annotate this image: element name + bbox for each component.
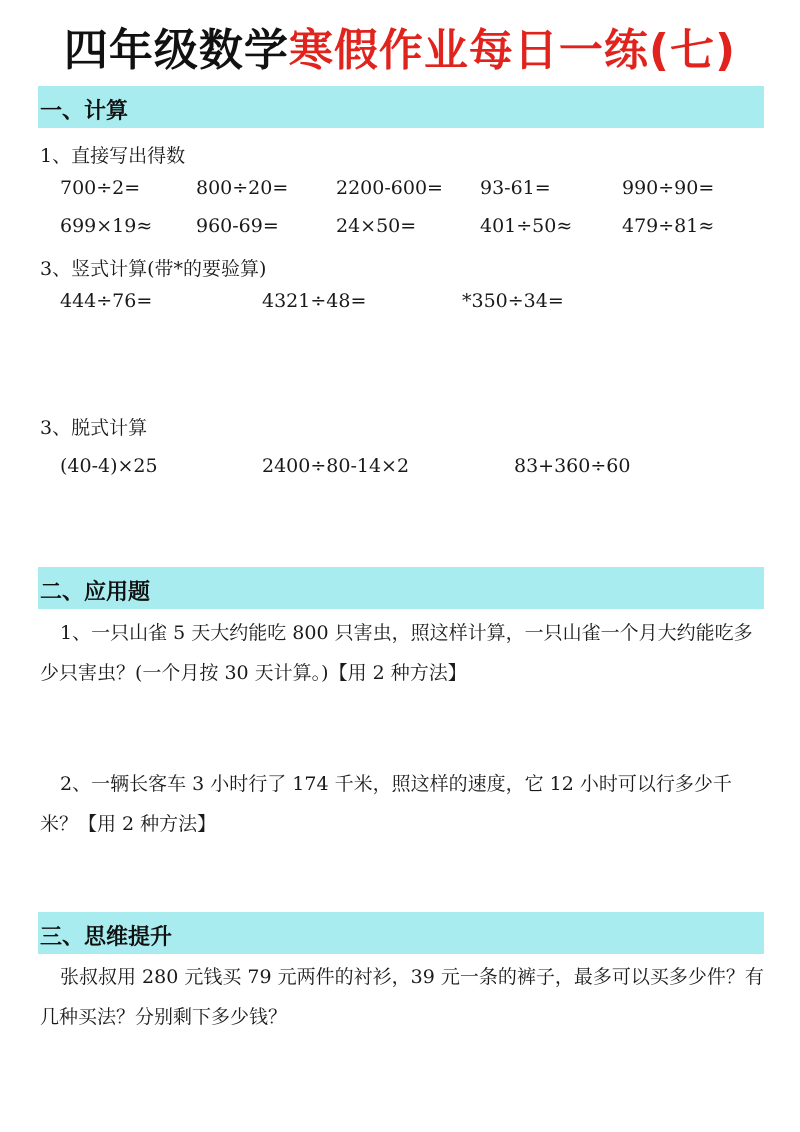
direct-expr: 960-69= xyxy=(196,215,279,237)
direct-expr: 479÷81≈ xyxy=(622,215,715,237)
thinking-question: 张叔叔用 280 元钱买 79 元两件的衬衫，39 元一条的裤子，最多可以买多少件？有几种买法？分别剩下多少钱？ xyxy=(40,966,764,1028)
direct-expr: 699×19≈ xyxy=(60,215,153,237)
direct-calc-label: 1、直接写出得数 xyxy=(40,145,186,167)
page-title xyxy=(0,14,800,78)
direct-expr: 2200-600= xyxy=(336,177,443,199)
direct-expr: 800÷20= xyxy=(196,177,289,199)
stepwise-calc-label: 3、脱式计算 xyxy=(40,417,148,439)
vertical-expr: *350÷34= xyxy=(462,290,564,312)
direct-expr: 24×50= xyxy=(336,215,417,237)
vertical-expr: 4321÷48= xyxy=(262,290,367,312)
vertical-expr: 444÷76= xyxy=(60,290,153,312)
section-heading-thinking: 三、思维提升 xyxy=(40,925,173,950)
page-title-red: 寒假作业每日一练(七) xyxy=(288,25,737,76)
page-title-black: 四年级数学 xyxy=(63,25,289,76)
vertical-calc-label: 3、竖式计算(带*的要验算) xyxy=(40,258,267,280)
direct-expr: 93-61= xyxy=(480,177,551,199)
application-question-1: 1、一只山雀 5 天大约能吃 800 只害虫，照这样计算，一只山雀一个月大约能吃多少只害虫？(一个月按 30 天计算。)【用 2 种方法】 xyxy=(40,622,753,684)
direct-expr: 401÷50≈ xyxy=(480,215,573,237)
section-bar-calc xyxy=(38,86,764,128)
stepwise-expr: 2400÷80-14×2 xyxy=(262,455,410,477)
direct-expr: 700÷2= xyxy=(60,177,141,199)
direct-expr: 990÷90= xyxy=(622,177,715,199)
stepwise-expr: 83+360÷60 xyxy=(514,455,631,477)
section-heading-calc: 一、计算 xyxy=(40,99,129,124)
application-question-2: 2、一辆长客车 3 小时行了 174 千米，照这样的速度，它 12 小时可以行多少千米？【用 2 种方法】 xyxy=(40,773,732,835)
stepwise-expr: (40-4)×25 xyxy=(60,455,158,477)
section-heading-application: 二、应用题 xyxy=(40,580,151,605)
